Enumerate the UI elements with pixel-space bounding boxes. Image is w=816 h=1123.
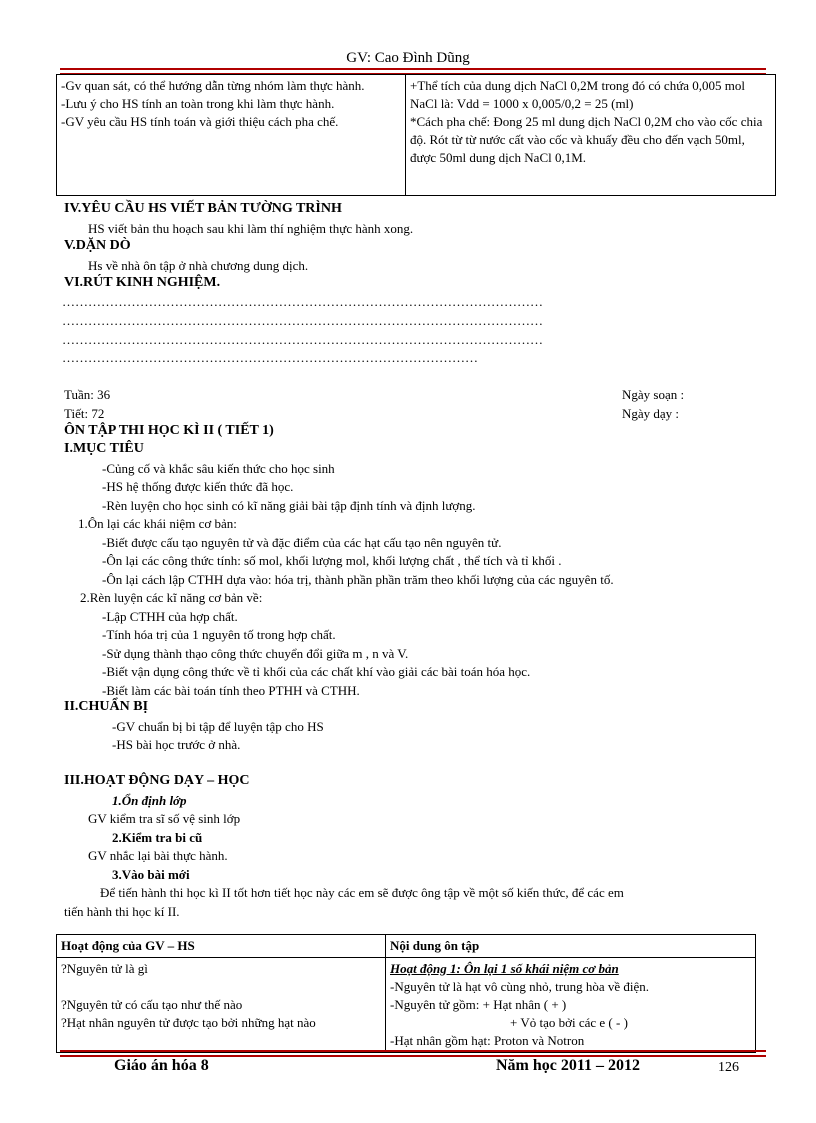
objective-sub2: 2.Rèn luyện các kĩ năng cơ bản về: bbox=[80, 590, 263, 605]
review-answer: -Nguyên tử gồm: + Hạt nhân ( + ) bbox=[390, 997, 567, 1012]
review-question: ?Nguyên tử là gì bbox=[61, 961, 148, 976]
objective-sub2-item: -Biết vận dụng công thức về tỉ khối của các chất khí vào giải các bài toán hóa học. bbox=[102, 664, 531, 679]
review-table-left-cell bbox=[57, 958, 386, 1053]
dotted-line: …………………………………………………………………………………… bbox=[62, 350, 478, 365]
review-table-head-right: Nội dung ôn tập bbox=[386, 935, 756, 958]
review-table-head-left: Hoạt động của GV – HS bbox=[57, 935, 386, 958]
header-rule-top bbox=[60, 68, 766, 70]
objectives-title: I.MỤC TIÊU bbox=[64, 441, 144, 456]
review-answer: + Vỏ tạo bởi các e ( - ) bbox=[510, 1015, 628, 1030]
prep-item: -HS bài học trước ở nhà. bbox=[112, 737, 241, 752]
activity-step-1-text: GV kiểm tra sĩ số vệ sinh lớp bbox=[88, 811, 241, 826]
review-answer: -Hạt nhân gồm hạt: Proton và Notron bbox=[390, 1033, 585, 1048]
review-answer: -Nguyên tử là hạt vô cùng nhỏ, trung hòa về điện. bbox=[390, 979, 650, 994]
table-top-right-line: *Cách pha chế: Đong 25 ml dung dịch NaCl 0,2M cho vào cốc chia độ. Rót từ từ nước cất vào cốc và khuấy đều cho đến vạch 50ml, được 50ml dung dịch NaCl 0,1M. bbox=[410, 114, 763, 165]
week-label: Tuần: 36 bbox=[64, 387, 111, 402]
section-6-title: VI.RÚT KINH NGHIỆM. bbox=[64, 275, 221, 290]
footer-school-year: Năm học 2011 – 2012 bbox=[496, 1057, 640, 1074]
activity-step-2: 2.Kiểm tra bi cũ bbox=[112, 830, 203, 845]
review-table-right-cell bbox=[386, 958, 756, 1053]
activity-step-2-text: GV nhắc lại bài thực hành. bbox=[88, 848, 228, 863]
prep-item: -GV chuẩn bị bi tập để luyện tập cho HS bbox=[112, 719, 324, 734]
dotted-line: ………………………………………………………………………………………………… bbox=[62, 294, 543, 309]
objective-sub2-item: -Biết làm các bài toán tính theo PTHH và CTHH. bbox=[102, 683, 360, 698]
footer-page-number: 126 bbox=[718, 1060, 739, 1075]
lesson-title: ÔN TẬP THI HỌC KÌ II ( TIẾT 1) bbox=[64, 423, 274, 438]
page-header-teacher: GV: Cao Đình Dũng bbox=[346, 50, 470, 66]
review-activity-title: Hoạt động 1: Ôn lại 1 số khái niệm cơ bản bbox=[390, 961, 619, 976]
review-question: ?Nguyên tử có cấu tạo như thế nào bbox=[61, 997, 243, 1012]
objective-sub1-item: -Ôn lại cách lập CTHH dựa vào: hóa trị, thành phần phần trăm theo khối lượng của các nguyên tố. bbox=[102, 572, 614, 587]
objective-item: -Rèn luyện cho học sinh có kĩ năng giải bài tập định tính và định lượng. bbox=[102, 498, 476, 513]
objective-item: -HS hệ thống được kiến thức đã học. bbox=[102, 479, 294, 494]
activity-table-top bbox=[56, 74, 776, 196]
review-table bbox=[56, 934, 756, 1053]
footer-rule-top bbox=[60, 1050, 766, 1052]
section-4-title: IV.YÊU CẦU HS VIẾT BẢN TƯỜNG TRÌNH bbox=[64, 201, 342, 216]
table-top-left-line: -Gv quan sát, có thể hướng dẫn từng nhóm làm thực hành. bbox=[61, 78, 365, 93]
table-top-left-line: -Lưu ý cho HS tính an toàn trong khi làm thực hành. bbox=[61, 96, 335, 111]
objective-sub2-item: -Tính hóa trị của 1 nguyên tố trong hợp chất. bbox=[102, 627, 336, 642]
objective-sub1: 1.Ôn lại các khái niệm cơ bản: bbox=[78, 516, 237, 531]
dotted-line: ………………………………………………………………………………………………… bbox=[62, 313, 543, 328]
objective-item: -Củng cố và khắc sâu kiến thức cho học sinh bbox=[102, 461, 335, 476]
table-top-right-line: +Thể tích của dung dịch NaCl 0,2M trong đó có chứa 0,005 mol NaCl là: Vdd = 1000 x 0,005/0,2 = 25 (ml) bbox=[410, 78, 745, 111]
activity-intro-line: Để tiến hành thi học kì II tốt hơn tiết học này các em sẽ được ông tập về một số kiến thức, để các em bbox=[100, 885, 624, 900]
activity-intro-line: tiến hành thi học kí II. bbox=[64, 904, 180, 919]
dotted-line: ………………………………………………………………………………………………… bbox=[62, 332, 543, 347]
prep-title: II.CHUẨN BỊ bbox=[64, 699, 149, 714]
section-5-title: V.DẶN DÒ bbox=[64, 238, 131, 253]
period-label: Tiết: 72 bbox=[64, 406, 105, 421]
prep-date-label: Ngày soạn : bbox=[622, 387, 685, 402]
table-top-right-cell bbox=[406, 75, 776, 196]
review-question: ?Hạt nhân nguyên tử được tạo bởi những hạt nào bbox=[61, 1015, 316, 1030]
section-4-text: HS viết bản thu hoạch sau khi làm thí nghiệm thực hành xong. bbox=[88, 221, 414, 236]
activity-step-3: 3.Vào bài mới bbox=[112, 867, 190, 882]
teach-date-label: Ngày dạy : bbox=[622, 406, 680, 421]
objective-sub2-item: -Lập CTHH của hợp chất. bbox=[102, 609, 238, 624]
footer-subject: Giáo án hóa 8 bbox=[114, 1057, 209, 1074]
activities-title: III.HOẠT ĐỘNG DẠY – HỌC bbox=[64, 773, 250, 788]
section-5-text: Hs về nhà ôn tập ở nhà chương dung dịch. bbox=[88, 258, 309, 273]
objective-sub2-item: -Sử dụng thành thạo công thức chuyển đổi giữa m , n và V. bbox=[102, 646, 409, 661]
table-top-left-line: -GV yêu cầu HS tính toán và giới thiệu cách pha chế. bbox=[61, 114, 339, 129]
objective-sub1-item: -Ôn lại các công thức tính: số mol, khối lượng mol, khối lượng chất , thể tích và tỉ khối . bbox=[102, 553, 562, 568]
objective-sub1-item: -Biết được cấu tạo nguyên tử và đặc điểm của các hạt cấu tạo nên nguyên tử. bbox=[102, 535, 502, 550]
activity-step-1: 1.Ổn định lớp bbox=[112, 793, 187, 808]
table-top-left-cell bbox=[57, 75, 406, 196]
